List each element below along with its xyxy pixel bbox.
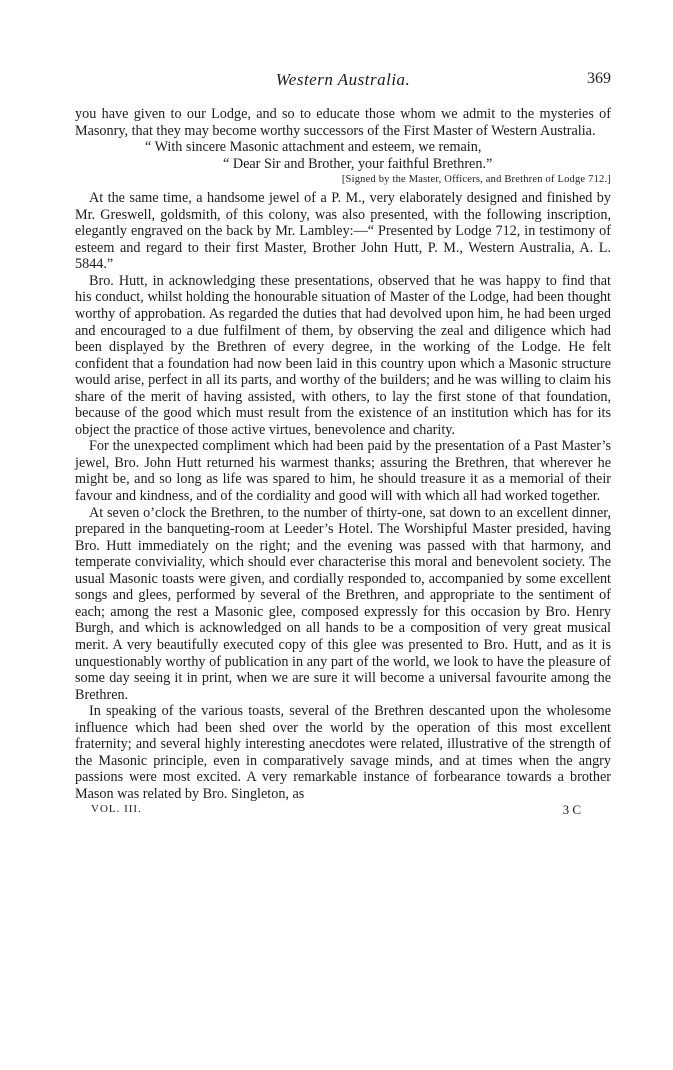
running-head (75, 70, 611, 92)
paragraph-hutt-acknowledgement: Bro. Hutt, in acknowledging these presentations, observed that he was happy to find that his conduct, whilst holding the honourable situation of Master of the Lodge, had been thought worthy of approbation. As regarded the duties that had devolved upon him, he had been urged and encouraged to a due fulfilment of them, by observing the zeal and diligence which had been displayed by the Brethren of every degree, in the working of the Lodge. He felt confident that a foundation had now been laid in this country upon which a Masonic structure would arise, perfect in all its parts, and worthy of the builders; and he was willing to claim his share of the merit of having assisted, with others, to lay the first stone of that foundation, because of the good which must result from the existence of an institution which has for its object the practice of those active virtues, benevolence and charity. (75, 272, 611, 438)
page-footer (75, 803, 611, 821)
paragraph-jewel-presentation: At the same time, a handsome jewel of a P. M., very elaborately designed and finished by Mr. Greswell, goldsmith, of this colony, was also presented, with the following inscription, elegantly engraved on the back by Mr. Lambley:—“ Presented by Lodge 712, in testimony of esteem and regard to their first Master, Brother John Hutt, P. M., Western Australia, A. L. 5844.” (75, 190, 611, 273)
paragraph-toasts: In speaking of the various toasts, several of the Brethren descanted upon the wholesome influence which had been shed over the world by the operation of this most excellent fraternity; and several highly interesting anecdotes were related, illustrative of the strength of the Masonic principle, even in comparatively savage minds, and at times when the angry passions were most excited. A very remarkable instance of forbearance towards a brother Mason was related by Bro. Singleton, as (75, 703, 611, 802)
page-number: 369 (587, 70, 611, 87)
letter-conclusion: you have given to our Lodge, and so to educate those whom we admit to the mysteries of Masonry, that they may become worthy successors of the First Master of Western Australia. (75, 106, 611, 139)
signature-note: [Signed by the Master, Officers, and Brethren of Lodge 712.] (341, 174, 611, 186)
volume-mark: VOL. III. (91, 803, 142, 816)
letter-closing-line-1: “ With sincere Masonic attachment and esteem, we remain, (145, 139, 482, 156)
letter-closing-line-2: “ Dear Sir and Brother, your faithful Brethren.” (223, 155, 493, 172)
paragraph-dinner: At seven o’clock the Brethren, to the number of thirty-one, sat down to an excellent dinner, prepared in the banqueting-room at Leeder’s Hotel. The Worshipful Master presided, having Bro. Hutt immediately on the right; and the evening was passed with that harmony, and temperate conviviality, which should ever characterise this moral and benevolent society. The usual Masonic toasts were given, and cordially responded to, accompanied by some excellent songs and glees, performed by several of the Brethren, and appropriate to the sentiment of each; among the rest a Masonic glee, composed expressly for this occasion by Bro. Henry Burgh, and which is acknowledged on all hands to be a composition of very great musical merit. A very beautifully executed copy of this glee was presented to Bro. Hutt, and as it is unquestionably worthy of publication in any part of the world, we look to have the pleasure of some day seeing it in print, when we are sure it will become a universal favourite among the Brethren. (75, 504, 611, 703)
signature-mark: 3 C (562, 802, 581, 818)
book-page (75, 70, 611, 821)
paragraph-hutt-thanks: For the unexpected compliment which had been paid by the presentation of a Past Master’s jewel, Bro. John Hutt returned his warmest thanks; assuring the Brethren, that wherever he might be, and so long as life was spared to him, he should treasure it as a memorial of their favour and kindness, and of the cordiality and good will with which all had worked together. (75, 438, 611, 505)
running-title: Western Australia. (275, 70, 411, 89)
